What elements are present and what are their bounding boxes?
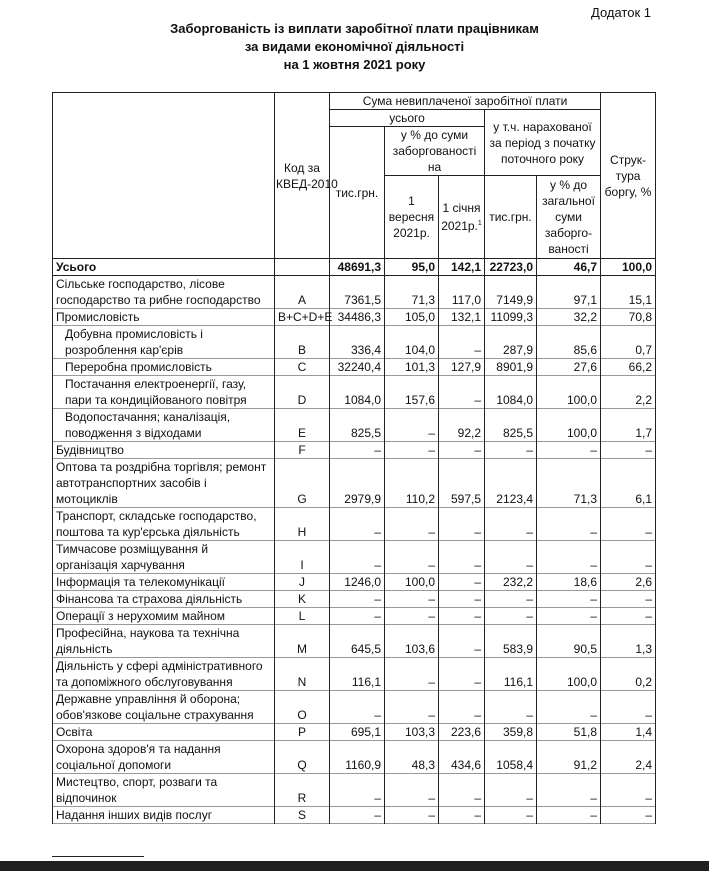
row-pct-jan: – bbox=[439, 574, 485, 591]
row-accrued: 22723,0 bbox=[485, 259, 537, 276]
row-pct-jan: – bbox=[439, 691, 485, 724]
row-pct-jan: – bbox=[439, 326, 485, 359]
row-thous-uah: 48691,3 bbox=[330, 259, 385, 276]
row-thous-uah: 1246,0 bbox=[330, 574, 385, 591]
row-pct-sep: 157,6 bbox=[385, 376, 439, 409]
row-thous-uah: 34486,3 bbox=[330, 309, 385, 326]
row-pct-total: 100,0 bbox=[537, 376, 601, 409]
row-structure: – bbox=[601, 508, 656, 541]
row-pct-total: – bbox=[537, 807, 601, 824]
row-pct-jan: – bbox=[439, 541, 485, 574]
footnote-separator bbox=[52, 856, 144, 857]
row-code: M bbox=[275, 625, 330, 658]
row-accrued: – bbox=[485, 508, 537, 541]
row-activity: Оптова та роздрібна торгівля; ремонт автотранспортних засобів і мотоциклів bbox=[53, 459, 275, 508]
row-structure: 1,4 bbox=[601, 724, 656, 741]
row-pct-jan: 434,6 bbox=[439, 741, 485, 774]
row-activity: Надання інших видів послуг bbox=[53, 807, 275, 824]
row-activity: Державне управління й оборона; обов'язкове соціальне страхування bbox=[53, 691, 275, 724]
row-thous-uah: 1160,9 bbox=[330, 741, 385, 774]
row-pct-jan: – bbox=[439, 608, 485, 625]
row-thous-uah: – bbox=[330, 774, 385, 807]
row-activity: Транспорт, складське господарство, поштова та кур'єрська діяльність bbox=[53, 508, 275, 541]
row-code: B+C+D+E bbox=[275, 309, 330, 326]
total-row bbox=[53, 259, 656, 276]
row-structure: 70,8 bbox=[601, 309, 656, 326]
table-row bbox=[53, 691, 656, 724]
row-structure: – bbox=[601, 541, 656, 574]
row-accrued: 825,5 bbox=[485, 409, 537, 442]
title-line-1: Заборгованість із виплати заробітної плати працівникам bbox=[170, 21, 539, 36]
header-jan-1: 1 січня 2021р.$^1$ bbox=[439, 176, 485, 259]
row-pct-total: – bbox=[537, 541, 601, 574]
row-thous-uah: 695,1 bbox=[330, 724, 385, 741]
row-pct-total: 51,8 bbox=[537, 724, 601, 741]
row-activity: Усього bbox=[53, 259, 275, 276]
row-pct-sep: – bbox=[385, 442, 439, 459]
row-accrued: 2123,4 bbox=[485, 459, 537, 508]
table-row bbox=[53, 741, 656, 774]
row-pct-sep: – bbox=[385, 658, 439, 691]
row-code: O bbox=[275, 691, 330, 724]
row-accrued: 116,1 bbox=[485, 658, 537, 691]
row-pct-total: – bbox=[537, 591, 601, 608]
row-structure: 6,1 bbox=[601, 459, 656, 508]
row-pct-jan: – bbox=[439, 625, 485, 658]
row-pct-total: 100,0 bbox=[537, 658, 601, 691]
row-accrued: 583,9 bbox=[485, 625, 537, 658]
row-structure: – bbox=[601, 591, 656, 608]
row-thous-uah: – bbox=[330, 442, 385, 459]
row-activity: Переробна промисловість bbox=[53, 359, 275, 376]
header-structure: Струк-тура боргу, % bbox=[601, 93, 656, 259]
row-pct-sep: – bbox=[385, 807, 439, 824]
row-code: P bbox=[275, 724, 330, 741]
row-pct-jan: 223,6 bbox=[439, 724, 485, 741]
row-pct-total: – bbox=[537, 774, 601, 807]
table-row bbox=[53, 508, 656, 541]
row-pct-sep: – bbox=[385, 508, 439, 541]
header-total: усього bbox=[330, 110, 485, 127]
table-row bbox=[53, 359, 656, 376]
row-code: D bbox=[275, 376, 330, 409]
row-pct-total: 85,6 bbox=[537, 326, 601, 359]
row-pct-sep: 101,3 bbox=[385, 359, 439, 376]
table-row bbox=[53, 608, 656, 625]
row-thous-uah: 825,5 bbox=[330, 409, 385, 442]
row-structure: 2,2 bbox=[601, 376, 656, 409]
row-pct-sep: – bbox=[385, 608, 439, 625]
row-accrued: 11099,3 bbox=[485, 309, 537, 326]
row-accrued: 7149,9 bbox=[485, 276, 537, 309]
row-accrued: 232,2 bbox=[485, 574, 537, 591]
row-activity: Діяльність у сфері адміністративного та допоміжного обслуговування bbox=[53, 658, 275, 691]
row-pct-total: – bbox=[537, 691, 601, 724]
table-row bbox=[53, 724, 656, 741]
row-pct-total: 91,2 bbox=[537, 741, 601, 774]
row-activity: Професійна, наукова та технічна діяльність bbox=[53, 625, 275, 658]
table-row bbox=[53, 376, 656, 409]
row-accrued: 359,8 bbox=[485, 724, 537, 741]
row-thous-uah: – bbox=[330, 541, 385, 574]
appendix-label: Додаток 1 bbox=[591, 5, 651, 20]
row-thous-uah: 1084,0 bbox=[330, 376, 385, 409]
table-row bbox=[53, 326, 656, 359]
header-sep-1: 1 вересня 2021р. bbox=[385, 176, 439, 259]
row-pct-total: 71,3 bbox=[537, 459, 601, 508]
row-structure: 66,2 bbox=[601, 359, 656, 376]
row-pct-total: 90,5 bbox=[537, 625, 601, 658]
table-row bbox=[53, 574, 656, 591]
row-code: A bbox=[275, 276, 330, 309]
row-accrued: – bbox=[485, 591, 537, 608]
row-accrued: 1058,4 bbox=[485, 741, 537, 774]
row-activity: Постачання електроенергії, газу, пари та кондиційованого повітря bbox=[53, 376, 275, 409]
row-pct-total: 27,6 bbox=[537, 359, 601, 376]
row-pct-jan: – bbox=[439, 807, 485, 824]
row-pct-sep: – bbox=[385, 691, 439, 724]
header-unpaid-sum: Сума невиплаченої заробітної плати bbox=[330, 93, 601, 110]
row-activity: Охорона здоров'я та надання соціальної допомоги bbox=[53, 741, 275, 774]
row-activity: Будівництво bbox=[53, 442, 275, 459]
page-title bbox=[0, 20, 709, 74]
row-code: N bbox=[275, 658, 330, 691]
row-thous-uah: – bbox=[330, 691, 385, 724]
row-thous-uah: 116,1 bbox=[330, 658, 385, 691]
row-pct-sep: 48,3 bbox=[385, 741, 439, 774]
row-pct-sep: 104,0 bbox=[385, 326, 439, 359]
row-activity: Мистецтво, спорт, розваги та відпочинок bbox=[53, 774, 275, 807]
header-thous-uah-accrued: тис.грн. bbox=[485, 176, 537, 259]
row-thous-uah: 32240,4 bbox=[330, 359, 385, 376]
row-pct-sep: 95,0 bbox=[385, 259, 439, 276]
row-structure: 0,7 bbox=[601, 326, 656, 359]
row-pct-sep: 100,0 bbox=[385, 574, 439, 591]
row-structure: 100,0 bbox=[601, 259, 656, 276]
row-pct-jan: – bbox=[439, 774, 485, 807]
row-pct-jan: 597,5 bbox=[439, 459, 485, 508]
row-thous-uah: – bbox=[330, 807, 385, 824]
row-accrued: – bbox=[485, 691, 537, 724]
row-pct-sep: 105,0 bbox=[385, 309, 439, 326]
row-code: C bbox=[275, 359, 330, 376]
row-code: B bbox=[275, 326, 330, 359]
row-pct-jan: – bbox=[439, 658, 485, 691]
row-thous-uah: 2979,9 bbox=[330, 459, 385, 508]
row-pct-total: 46,7 bbox=[537, 259, 601, 276]
title-line-3: на 1 жовтня 2021 року bbox=[283, 57, 426, 72]
row-pct-sep: – bbox=[385, 591, 439, 608]
row-pct-total: 100,0 bbox=[537, 409, 601, 442]
row-activity: Добувна промисловість і розроблення кар'єрів bbox=[53, 326, 275, 359]
row-structure: – bbox=[601, 774, 656, 807]
row-pct-total: – bbox=[537, 608, 601, 625]
row-thous-uah: – bbox=[330, 591, 385, 608]
row-code: G bbox=[275, 459, 330, 508]
row-activity: Водопостачання; каналізація, поводження з відходами bbox=[53, 409, 275, 442]
row-thous-uah: 336,4 bbox=[330, 326, 385, 359]
row-structure: 1,7 bbox=[601, 409, 656, 442]
row-structure: 2,6 bbox=[601, 574, 656, 591]
row-pct-total: 97,1 bbox=[537, 276, 601, 309]
table-row bbox=[53, 459, 656, 508]
row-structure: – bbox=[601, 608, 656, 625]
row-code bbox=[275, 259, 330, 276]
table-row bbox=[53, 409, 656, 442]
row-activity: Сільське господарство, лісове господарство та рибне господарство bbox=[53, 276, 275, 309]
table-row bbox=[53, 774, 656, 807]
row-accrued: – bbox=[485, 807, 537, 824]
row-activity: Освіта bbox=[53, 724, 275, 741]
row-pct-sep: 103,6 bbox=[385, 625, 439, 658]
row-thous-uah: 7361,5 bbox=[330, 276, 385, 309]
wage-arrears-table bbox=[52, 92, 656, 824]
row-pct-sep: – bbox=[385, 774, 439, 807]
row-pct-sep: 110,2 bbox=[385, 459, 439, 508]
row-code: K bbox=[275, 591, 330, 608]
table-row bbox=[53, 625, 656, 658]
bottom-bar bbox=[0, 861, 709, 871]
row-structure: 1,3 bbox=[601, 625, 656, 658]
row-pct-jan: – bbox=[439, 508, 485, 541]
header-pct-total: у % до загальної суми заборго-ваності bbox=[537, 176, 601, 259]
row-structure: – bbox=[601, 442, 656, 459]
row-pct-sep: 103,3 bbox=[385, 724, 439, 741]
row-accrued: 287,9 bbox=[485, 326, 537, 359]
row-code: R bbox=[275, 774, 330, 807]
row-pct-total: 32,2 bbox=[537, 309, 601, 326]
row-accrued: – bbox=[485, 442, 537, 459]
row-pct-sep: 71,3 bbox=[385, 276, 439, 309]
row-pct-jan: 92,2 bbox=[439, 409, 485, 442]
row-structure: 0,2 bbox=[601, 658, 656, 691]
row-activity: Операції з нерухомим майном bbox=[53, 608, 275, 625]
header-code: Код за КВЕД-2010 bbox=[275, 93, 330, 259]
row-pct-total: – bbox=[537, 508, 601, 541]
row-accrued: – bbox=[485, 541, 537, 574]
row-code: I bbox=[275, 541, 330, 574]
table-row bbox=[53, 591, 656, 608]
table-row bbox=[53, 807, 656, 824]
row-pct-jan: – bbox=[439, 591, 485, 608]
table-row bbox=[53, 309, 656, 326]
row-pct-total: 18,6 bbox=[537, 574, 601, 591]
row-structure: 15,1 bbox=[601, 276, 656, 309]
row-code: H bbox=[275, 508, 330, 541]
row-code: Q bbox=[275, 741, 330, 774]
header-pct-debt: у % до суми заборгованості на bbox=[385, 127, 485, 176]
row-code: F bbox=[275, 442, 330, 459]
row-structure: – bbox=[601, 807, 656, 824]
row-pct-sep: – bbox=[385, 409, 439, 442]
row-code: E bbox=[275, 409, 330, 442]
row-pct-jan: 117,0 bbox=[439, 276, 485, 309]
row-pct-total: – bbox=[537, 442, 601, 459]
table-row bbox=[53, 658, 656, 691]
row-accrued: – bbox=[485, 774, 537, 807]
row-activity: Фінансова та страхова діяльність bbox=[53, 591, 275, 608]
row-activity: Тимчасове розміщування й організація харчування bbox=[53, 541, 275, 574]
row-thous-uah: – bbox=[330, 508, 385, 541]
row-activity: Інформація та телекомунікації bbox=[53, 574, 275, 591]
row-code: S bbox=[275, 807, 330, 824]
header-incl-accrued: у т.ч. нарахованої за період з початку поточного року bbox=[485, 110, 601, 176]
table-row bbox=[53, 442, 656, 459]
row-accrued: – bbox=[485, 608, 537, 625]
row-thous-uah: 645,5 bbox=[330, 625, 385, 658]
row-pct-jan: – bbox=[439, 376, 485, 409]
row-thous-uah: – bbox=[330, 608, 385, 625]
row-activity: Промисловість bbox=[53, 309, 275, 326]
header-activity bbox=[53, 93, 275, 259]
row-pct-jan: 132,1 bbox=[439, 309, 485, 326]
header-thous-uah: тис.грн. bbox=[330, 127, 385, 259]
title-line-2: за видами економічної діяльності bbox=[244, 39, 465, 54]
row-code: J bbox=[275, 574, 330, 591]
row-pct-jan: 142,1 bbox=[439, 259, 485, 276]
row-structure: 2,4 bbox=[601, 741, 656, 774]
row-accrued: 8901,9 bbox=[485, 359, 537, 376]
table-row bbox=[53, 276, 656, 309]
row-structure: – bbox=[601, 691, 656, 724]
row-accrued: 1084,0 bbox=[485, 376, 537, 409]
row-code: L bbox=[275, 608, 330, 625]
row-pct-sep: – bbox=[385, 541, 439, 574]
row-pct-jan: – bbox=[439, 442, 485, 459]
table-row bbox=[53, 541, 656, 574]
row-pct-jan: 127,9 bbox=[439, 359, 485, 376]
